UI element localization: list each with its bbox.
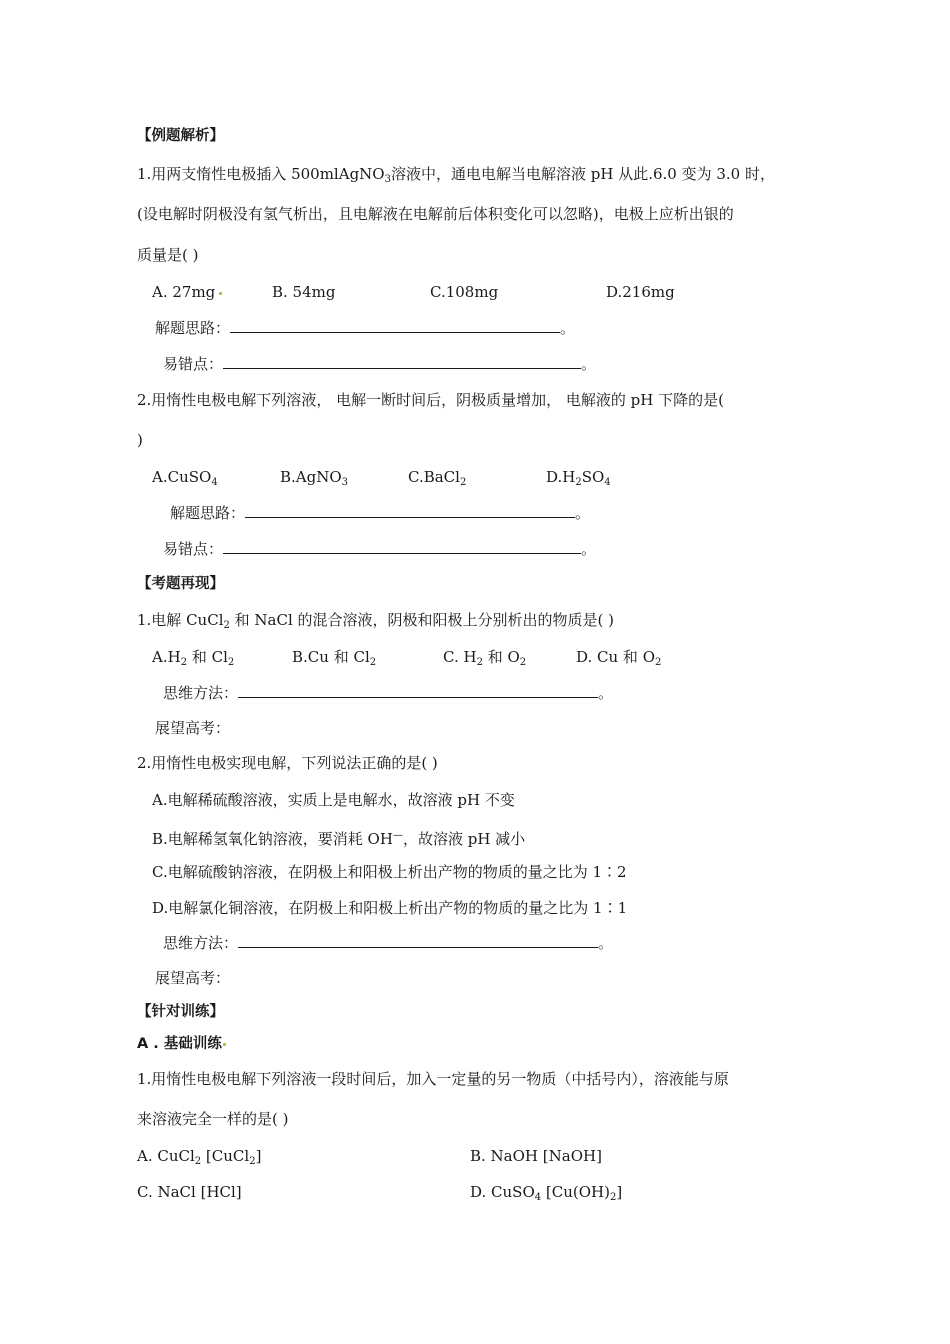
e1-method-blank[interactable] [238,683,598,698]
t1-d-s2: 2 [609,1192,617,1203]
section-heading-training: 【针对训练】 [137,1004,224,1020]
e1-option-c [443,647,526,673]
q2-option-c-text: C.BaCl [408,468,460,486]
e2-method-blank[interactable] [238,933,598,948]
q1-option-a [152,282,222,302]
e1-stem-b: 和 NaCl 的混合溶液，阴极和阳极上分别析出的物质是( ) [229,611,614,629]
t1-option-c: C. NaCl [HCl] [137,1183,242,1201]
e1-stem-a: 1.电解 CuCl [137,611,224,629]
q2-option-d-text-b: SO [581,468,605,486]
e1-a-s2: 2 [227,657,235,668]
t1-a-s1: 2 [194,1156,202,1167]
q2-option-d-sub2: 4 [604,477,611,488]
q1-stem-line2: (设电解时阴极没有氢气析出，且电解液在电解前后体积变化可以忽略)，电极上应析出银的 [137,205,734,223]
period: 。 [560,319,576,337]
q1-stem-line1 [137,164,775,190]
e1-method-label: 思维方法： [163,684,239,702]
e1-b-s: 2 [369,657,377,668]
e1-d-s: 2 [655,657,662,668]
e2-b-1: B.电解稀氢氧化钠溶液，要消耗 OH [152,830,393,848]
t1-stem-line1: 1.用惰性电极电解下列溶液一段时间后，加入一定量的另一物质（中括号内），溶液能与原 [137,1070,729,1088]
q2-option-a-text: A.CuSO [152,468,212,486]
e1-c-2: 和 O [482,648,520,666]
e2-option-b [152,826,525,849]
section-heading-example: 【例题解析】 [137,128,224,144]
e1-d-1: D. Cu 和 O [576,648,655,666]
e2-option-a: A.电解稀硫酸溶液，实质上是电解水，故溶液 pH 不变 [152,791,515,809]
period: 。 [581,540,597,558]
q1-error-blank[interactable] [223,354,581,369]
subheading-text: A . 基础训练 [137,1036,222,1052]
q1-stem-line1-sub: 3 [384,174,391,185]
e1-c-s2: 2 [519,657,527,668]
q2-error-blank[interactable] [223,539,581,554]
q2-stem-line2: ) [137,431,143,449]
q2-error-label: 易错点： [163,540,224,558]
e1-outlook: 展望高考： [155,719,231,737]
t1-a-1: A. CuCl [137,1147,195,1165]
t1-a-2: [CuCl [201,1147,250,1165]
q2-option-c [408,467,466,493]
e1-option-a [152,647,234,673]
q1-stem-line1-b: 溶液中，通电电解当电解溶液 pH 从此.6.0 变为 3.0 时， [390,165,775,183]
q1-thinking-label: 解题思路： [155,319,231,337]
e1-b-1: B.Cu 和 Cl [292,648,370,666]
e2-option-c: C.电解硫酸钠溶液，在阴极上和阳极上析出产物的物质的量之比为 1∶2 [152,863,627,881]
t1-option-d [470,1182,622,1208]
t1-a-3: ] [255,1147,262,1165]
q2-option-d-sub1: 2 [575,477,582,488]
period: 。 [598,684,614,702]
q1-error-label: 易错点： [163,355,224,373]
t1-option-b: B. NaOH [NaOH] [470,1147,602,1165]
e2-b-2: ，故溶液 pH 减小 [402,830,526,848]
q2-thinking-row [170,503,590,523]
q1-thinking-blank[interactable] [230,318,560,333]
q2-option-b-text: B.AgNO [280,468,342,486]
e1-a-2: 和 Cl [187,648,228,666]
e1-a-1: A.H [152,648,181,666]
q1-thinking-row [155,318,575,338]
t1-a-s2: 2 [249,1156,256,1167]
e2-stem: 2.用惰性电极实现电解，下列说法正确的是( ) [137,754,438,772]
q1-stem-line3: 质量是( ) [137,246,199,264]
q2-thinking-blank[interactable] [245,503,575,518]
section-heading-exam: 【考题再现】 [137,576,224,592]
t1-option-a [137,1146,261,1172]
q1-option-a-text: A. 27mg [152,283,216,301]
q2-error-row [163,539,596,559]
q2-option-d-text-a: D.H [546,468,576,486]
e1-a-s1: 2 [180,657,188,668]
dot-mark [219,292,222,295]
e1-stem [137,610,614,636]
e1-c-s1: 2 [476,657,483,668]
e2-option-d: D.电解氯化铜溶液，在阴极上和阳极上析出产物的物质的量之比为 1∶1 [152,899,628,917]
q1-option-c: C.108mg [430,283,499,301]
t1-stem-line2: 来溶液完全一样的是( ) [137,1110,289,1128]
q2-thinking-label: 解题思路： [170,504,246,522]
period: 。 [598,934,614,952]
e1-option-b [292,647,376,673]
e2-b-sup: — [392,830,403,841]
q2-stem-line1: 2.用惰性电极电解下列溶液， 电解一断时间后，阴极质量增加， 电解液的 pH 下降的是( [137,391,724,409]
q2-option-c-sub: 2 [459,477,467,488]
e1-method-row [163,683,613,703]
e2-method-label: 思维方法： [163,934,239,952]
e2-outlook: 展望高考： [155,969,231,987]
t1-d-3: ] [616,1183,623,1201]
e2-method-row [163,933,613,953]
e1-stem-sub: 2 [223,620,230,631]
q1-option-b: B. 54mg [272,283,336,301]
q2-option-a-sub: 4 [211,477,218,488]
period: 。 [575,504,591,522]
period: 。 [581,355,597,373]
q2-option-a [152,467,218,493]
q1-stem-line1-a: 1.用两支惰性电极插入 500mlAgNO [137,165,385,183]
t1-d-2: [Cu(OH) [541,1183,610,1201]
t1-d-s1: 4 [534,1192,542,1203]
q1-error-row [163,354,596,374]
dot-mark [223,1043,226,1046]
e1-option-d [576,647,661,673]
subheading-basic-training [137,1034,226,1054]
q1-option-d: D.216mg [606,283,675,301]
e1-c-1: C. H [443,648,477,666]
q2-option-b-sub: 3 [341,477,349,488]
q2-option-b [280,467,348,493]
q2-option-d [546,467,611,493]
t1-d-1: D. CuSO [470,1183,535,1201]
